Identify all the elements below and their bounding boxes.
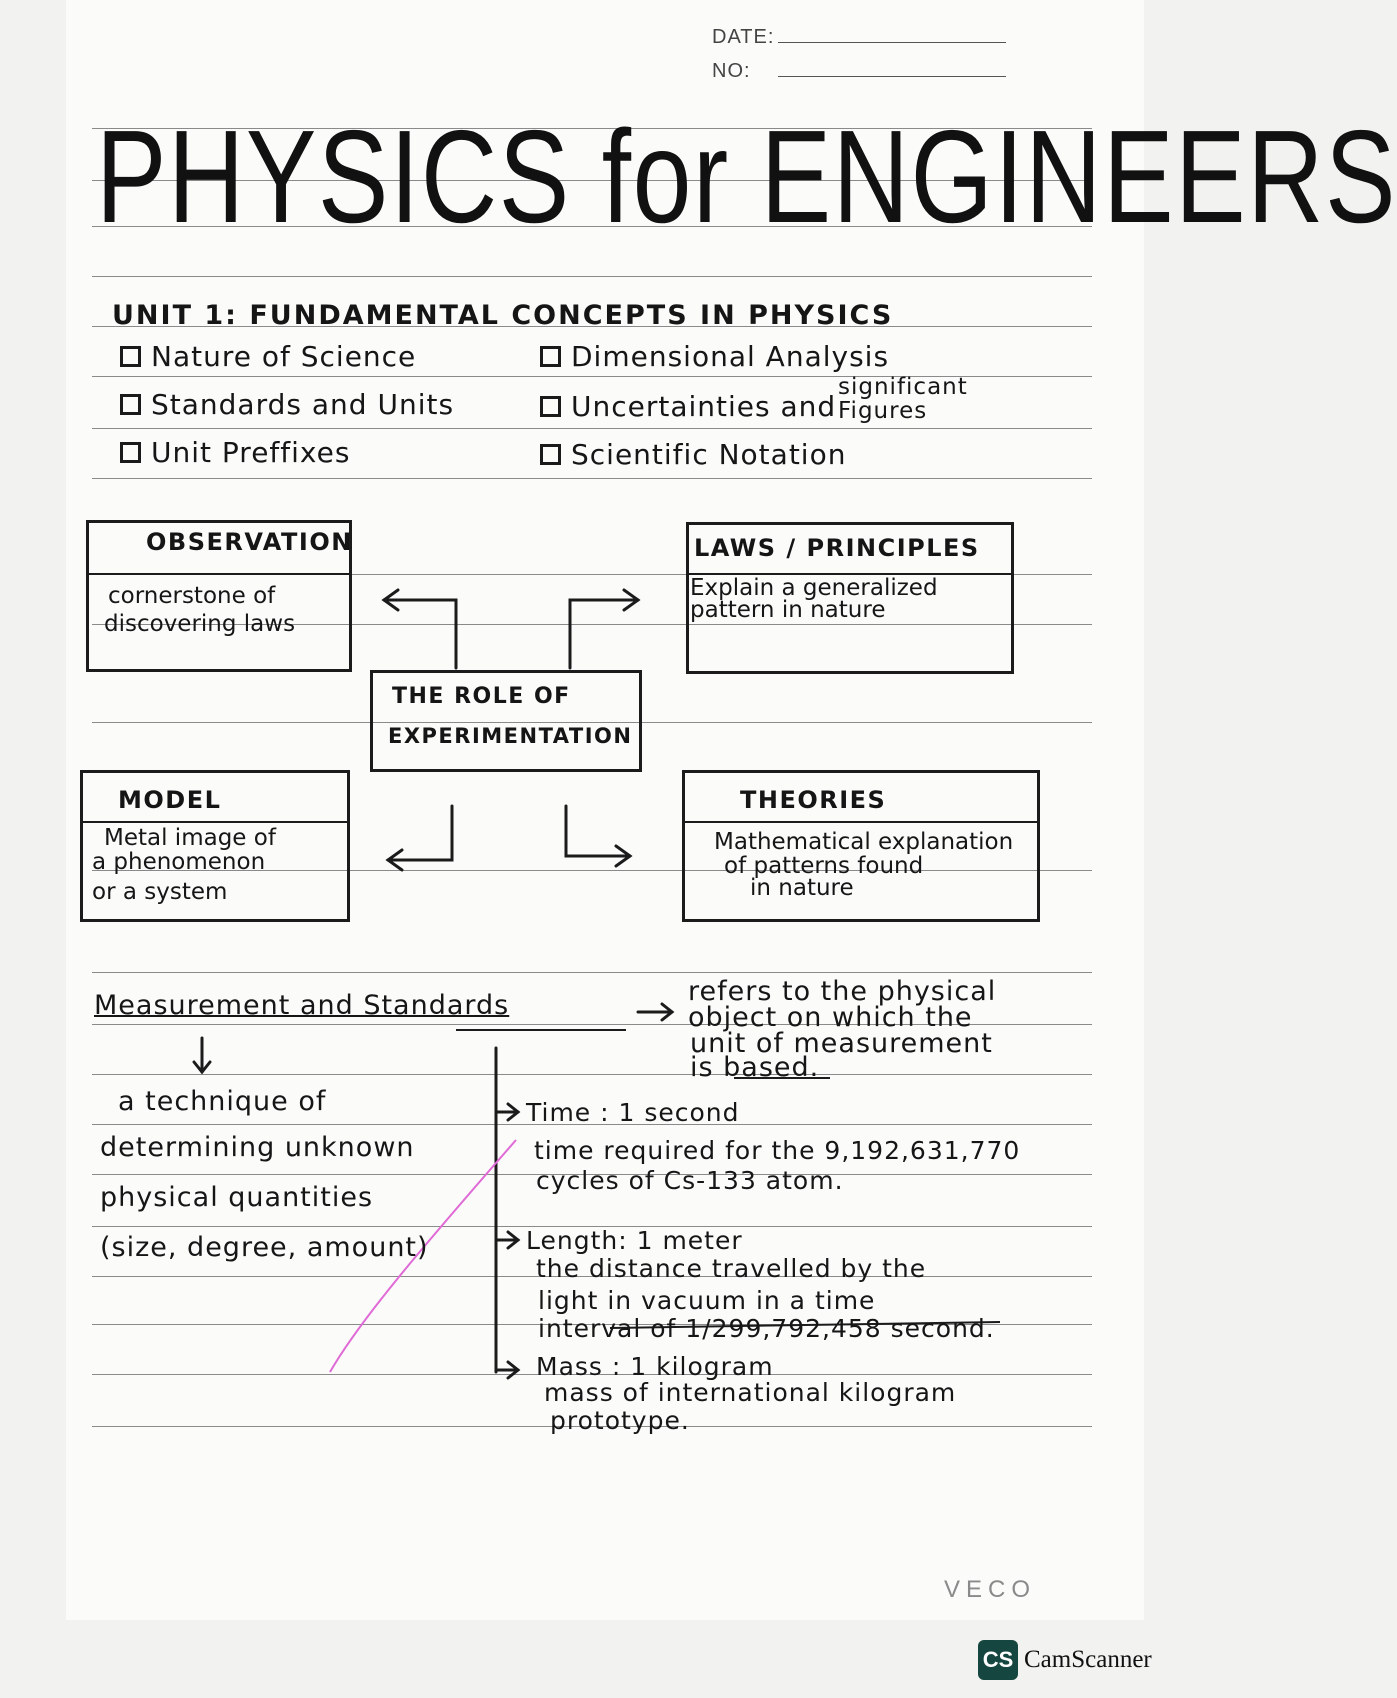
theories-text-2: of patterns found xyxy=(724,853,924,879)
topic-standards-and-units: Standards and Units xyxy=(120,388,454,421)
experimentation-line-2: EXPERIMENTATION xyxy=(388,724,633,748)
definition-line-2: determining unknown xyxy=(100,1132,415,1163)
model-title: MODEL xyxy=(118,786,222,814)
laws-title: LAWS / PRINCIPLES xyxy=(694,534,980,562)
standards-note-1: refers to the physical xyxy=(688,976,997,1007)
laws-text-1: Explain a generalized xyxy=(690,575,938,601)
model-text-1: Metal image of xyxy=(104,825,276,851)
time-definition-1: time required for the 9,192,631,770 xyxy=(534,1136,1021,1165)
time-definition-2: cycles of Cs-133 atom. xyxy=(536,1166,844,1195)
theories-text-3: in nature xyxy=(750,875,854,901)
topic-significant: significant xyxy=(838,374,968,400)
arrow-to-laws xyxy=(570,600,638,668)
length-definition-2: light in vacuum in a time xyxy=(538,1286,876,1315)
model-text-2: a phenomenon xyxy=(92,849,266,875)
length-definition-3: interval of 1/299,792,458 second. xyxy=(538,1314,995,1343)
mass-definition-2: prototype. xyxy=(550,1406,690,1435)
topic-nature-of-science: Nature of Science xyxy=(120,340,416,373)
camscanner-logo-icon: CS xyxy=(978,1640,1018,1680)
measurement-heading: Measurement and Standards xyxy=(94,990,510,1021)
topic-uncertainties: Uncertainties and xyxy=(540,390,836,423)
topic-dimensional-analysis: Dimensional Analysis xyxy=(540,340,889,373)
mass-label: Mass : 1 kilogram xyxy=(536,1352,774,1381)
standards-note-4: is based. xyxy=(690,1052,820,1083)
model-text-3: or a system xyxy=(92,879,228,905)
standards-note-3: unit of measurement xyxy=(690,1028,993,1059)
camscanner-watermark: CamScanner xyxy=(1024,1646,1152,1673)
notebook-brand: VECO xyxy=(944,1576,1037,1603)
topic-scientific-notation: Scientific Notation xyxy=(540,438,846,471)
observation-text-1: cornerstone of xyxy=(108,583,276,609)
standards-note-2: object on which the xyxy=(688,1002,973,1033)
definition-line-3: physical quantities xyxy=(100,1182,374,1213)
observation-text-2: discovering laws xyxy=(104,611,296,637)
theories-text-1: Mathematical explanation xyxy=(714,829,1014,855)
theories-title: THEORIES xyxy=(740,786,887,814)
topic-unit-prefixes: Unit Preffixes xyxy=(120,436,350,469)
definition-line-1: a technique of xyxy=(118,1086,327,1117)
arrow-to-observation xyxy=(384,600,456,668)
length-definition-1: the distance travelled by the xyxy=(536,1254,927,1283)
number-label: NO: xyxy=(712,60,751,82)
definition-line-4: (size, degree, amount) xyxy=(100,1232,429,1263)
experimentation-line-1: THE ROLE OF xyxy=(392,684,571,709)
page-title: PHYSICS for ENGINEERS xyxy=(96,103,1397,250)
topic-figures: Figures xyxy=(838,398,928,424)
date-label: DATE: xyxy=(712,26,775,48)
observation-title: OBSERVATION xyxy=(146,528,353,556)
time-label: Time : 1 second xyxy=(526,1098,740,1127)
length-label: Length: 1 meter xyxy=(526,1226,743,1255)
mass-definition-1: mass of international kilogram xyxy=(544,1378,957,1407)
unit-title: UNIT 1: FUNDAMENTAL CONCEPTS IN PHYSICS xyxy=(112,300,894,331)
laws-text-2: pattern in nature xyxy=(690,597,886,623)
